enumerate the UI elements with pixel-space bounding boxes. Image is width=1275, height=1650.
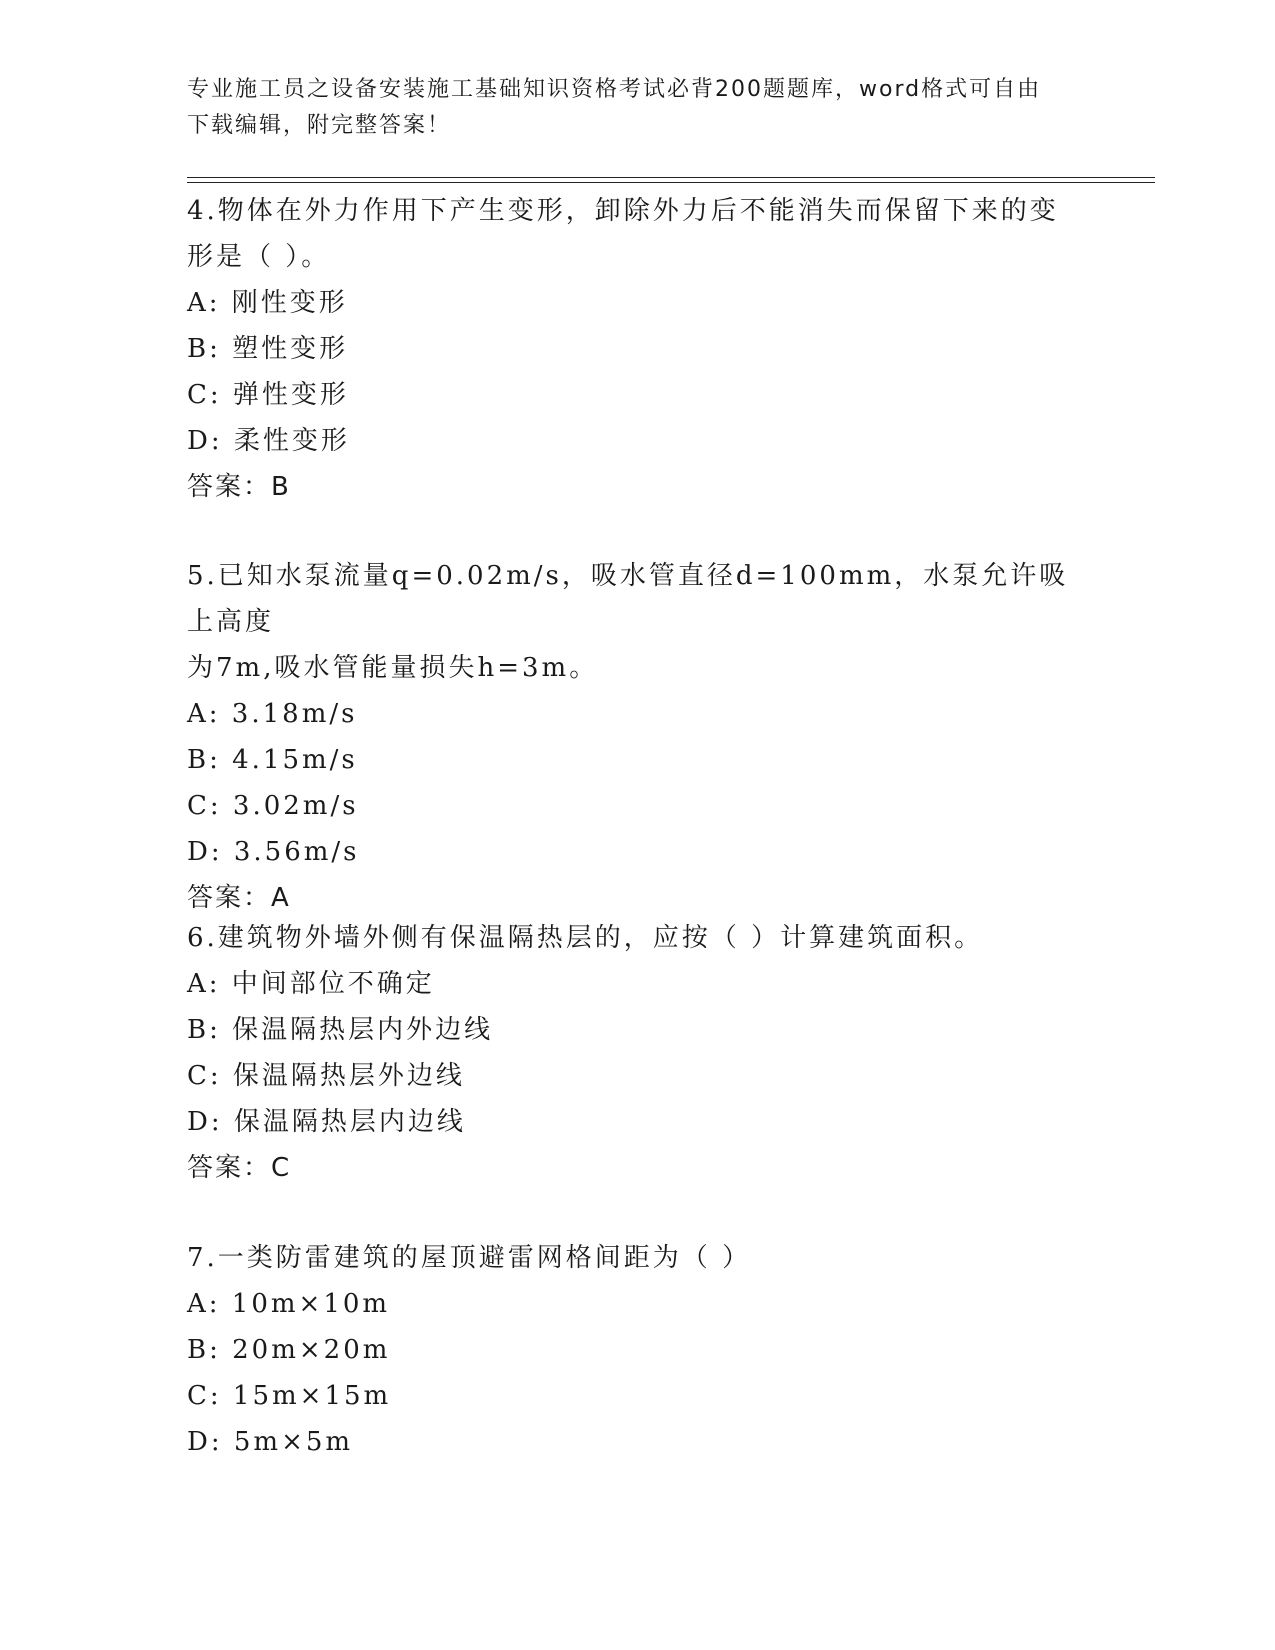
question-stem-line-2: 为7m,吸水管能量损失h=3m。	[187, 653, 599, 683]
question-5	[187, 553, 1087, 921]
option-d: D: 保温隔热层内边线	[187, 1107, 466, 1137]
option-b: B: 20m×20m	[187, 1335, 391, 1365]
answer: 答案：B	[187, 472, 291, 502]
option-d: D: 柔性变形	[187, 426, 350, 456]
question-stem-line-1: 6.建筑物外墙外侧有保温隔热层的，应按（ ）计算建筑面积。	[187, 923, 984, 953]
option-c: C: 弹性变形	[187, 380, 349, 410]
option-c: C: 保温隔热层外边线	[187, 1061, 465, 1091]
option-c: C: 15m×15m	[187, 1381, 392, 1411]
option-b: B: 保温隔热层内外边线	[187, 1015, 494, 1045]
question-stem-line-1: 4.物体在外力作用下产生变形，卸除外力后不能消失而保留下来的变	[187, 196, 1059, 226]
header-line-1: 专业施工员之设备安装施工基础知识资格考试必背200题题库，word格式可自由	[187, 77, 1042, 102]
header-divider-top	[187, 177, 1155, 178]
option-a: A: 10m×10m	[187, 1289, 391, 1319]
option-c: C: 3.02m/s	[187, 791, 359, 821]
option-a: A: 刚性变形	[187, 288, 348, 318]
question-stem-line-1: 5.已知水泵流量q=0.02m/s，吸水管直径d=100mm，水泵允许吸上高度	[187, 561, 1069, 637]
answer: 答案：A	[187, 883, 291, 913]
header-divider-bottom	[187, 182, 1155, 183]
option-d: D: 3.56m/s	[187, 837, 360, 867]
option-d: D: 5m×5m	[187, 1427, 354, 1457]
question-4	[187, 188, 1087, 510]
option-b: B: 4.15m/s	[187, 745, 358, 775]
document-header	[187, 72, 1087, 144]
option-b: B: 塑性变形	[187, 334, 349, 364]
question-6	[187, 915, 1087, 1191]
header-line-2: 下载编辑，附完整答案！	[187, 113, 452, 138]
question-stem-line-2: 形是（ ）。	[187, 242, 331, 272]
question-7	[187, 1235, 1087, 1465]
option-a: A: 中间部位不确定	[187, 969, 435, 999]
answer: 答案：C	[187, 1153, 292, 1183]
question-stem-line-1: 7.一类防雷建筑的屋顶避雷网格间距为（ ）	[187, 1243, 752, 1273]
option-a: A: 3.18m/s	[187, 699, 358, 729]
